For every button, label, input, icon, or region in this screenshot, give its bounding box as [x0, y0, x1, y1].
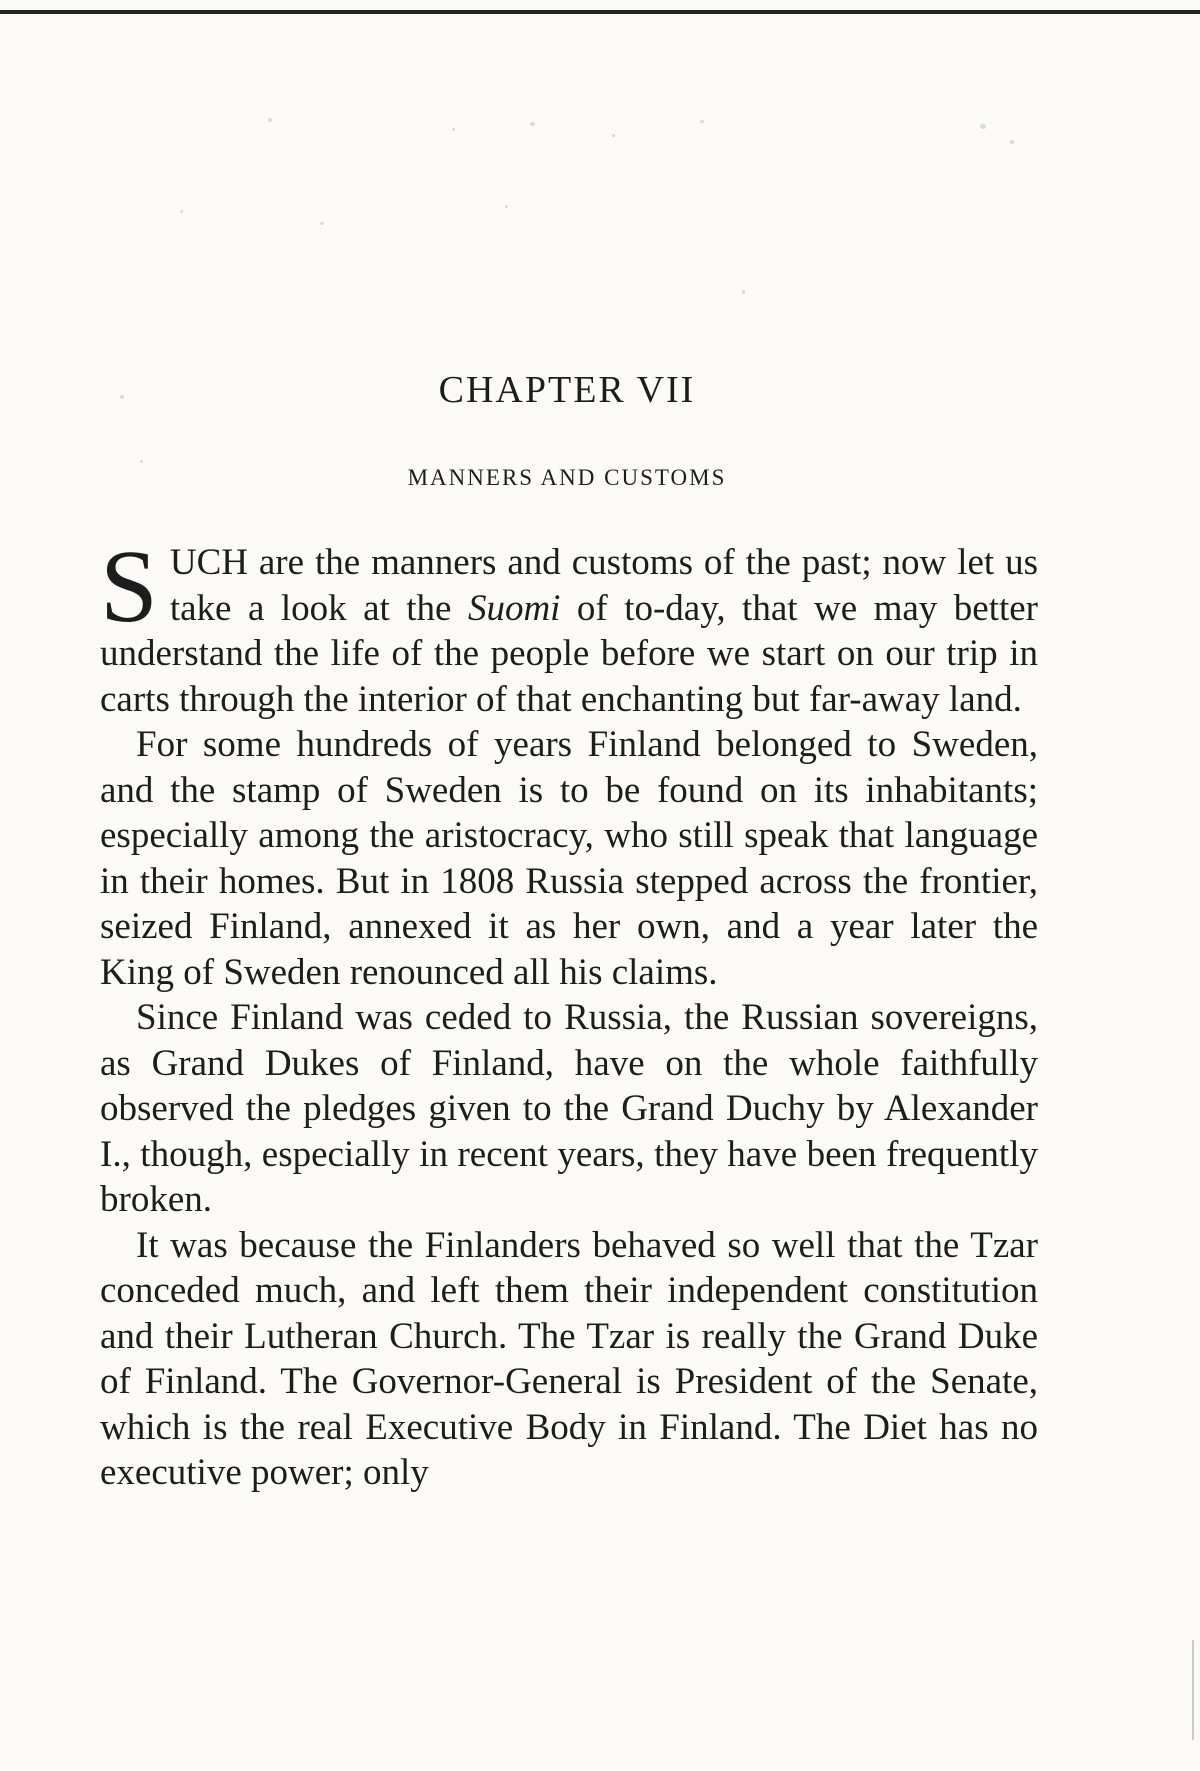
- paper-speckle: [320, 222, 324, 225]
- paper-speckle: [1010, 140, 1014, 144]
- section-title: MANNERS AND CUSTOMS: [407, 465, 727, 490]
- chapter-title: CHAPTER VII: [438, 369, 696, 411]
- paper-speckle: [612, 134, 615, 137]
- paragraph: It was because the Finlanders behaved so well that the Tzar conceded much, and left them their independent constitution and their Lutheran Church. The Tzar is really the Grand Duke of Finland. The Governor-General is President of the Senate, which is the real Executive Body in Finland. The Diet has no executive power; only: [100, 1224, 1038, 1493]
- paper-speckle: [140, 460, 143, 463]
- paper-speckle: [452, 128, 455, 131]
- paper-speckle: [268, 118, 272, 122]
- paragraph: Since Finland was ceded to Russia, the Russian sovereigns, as Grand Dukes of Finland, have on the whole faithfully observed the pledges given to the Grand Duchy by Alexander I., though, especially in recent years, they have been frequently broken.: [100, 997, 1038, 1220]
- drop-cap: S: [100, 529, 158, 644]
- italic-term: Suomi: [467, 587, 561, 629]
- paragraph: [100, 529, 1039, 722]
- paper-speckle: [180, 210, 183, 213]
- paper-speckle: [980, 124, 986, 129]
- paragraph-text: UCH are the manners and customs of the past; now let us take a look at the: [169, 542, 1038, 629]
- paragraph-text: of to-day, that we may better understand the life of the people before we start on our trip in carts through the interior of that enchanting but far-away land.: [100, 587, 1039, 720]
- paper-speckle: [700, 120, 704, 123]
- paper-speckle: [530, 122, 535, 126]
- paragraph: For some hundreds of years Finland belonged to Sweden, and the stamp of Sweden is to be found on its inhabitants; especially among the aristocracy, who still speak that language in their homes. But in 1808 Russia stepped across the frontier, seized Finland, annexed it as her own, and a year later the King of Sweden renounced all his claims.: [100, 724, 1038, 993]
- paper-speckle: [505, 205, 508, 208]
- top-border-rule: [0, 10, 1200, 14]
- body-text: [100, 529, 1039, 1496]
- page-edge-mark: [1192, 1640, 1194, 1740]
- paper-speckle: [742, 290, 745, 294]
